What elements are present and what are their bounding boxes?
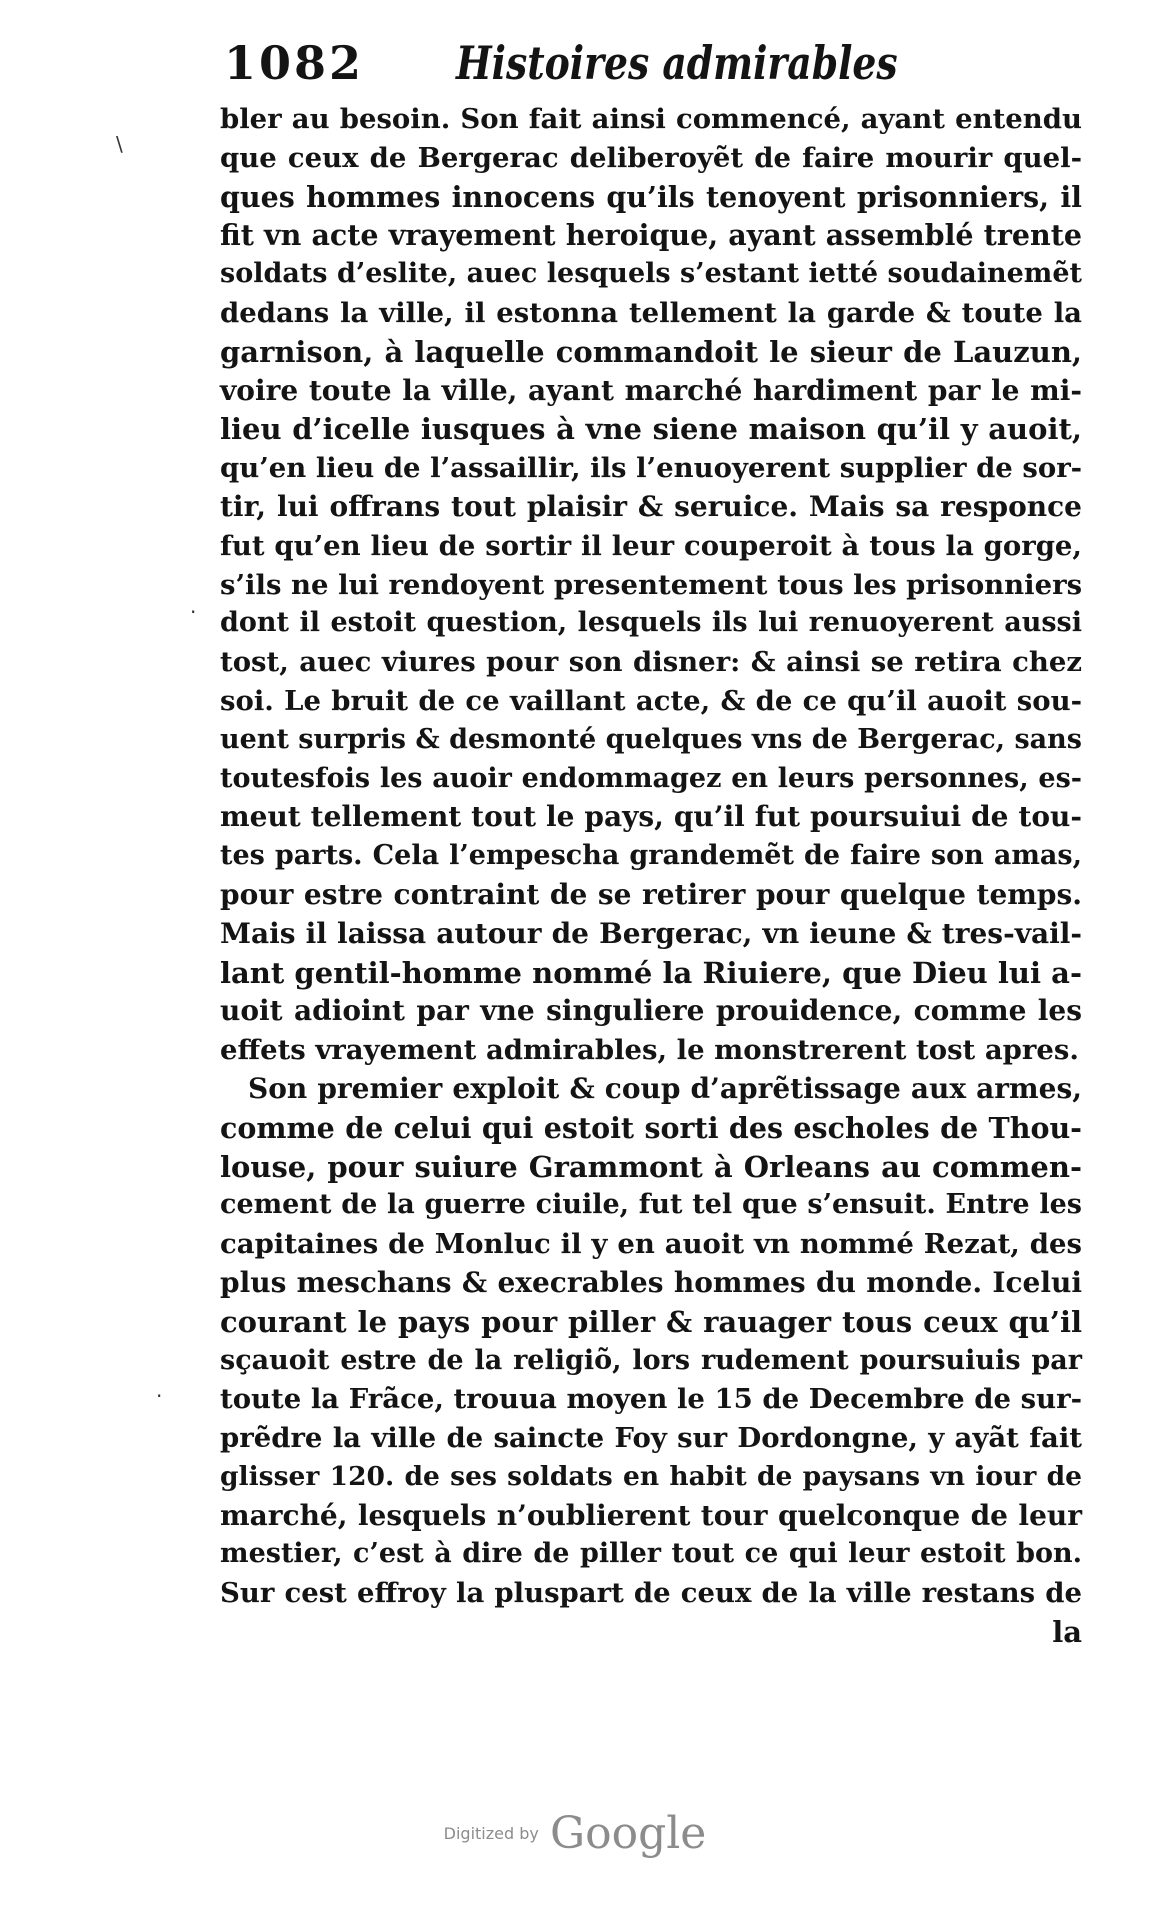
text-line: fut qu’en lieu de sortir il leur couperoit à tous la gorge, xyxy=(220,529,1082,562)
text-line: tir, lui offrans tout plaisir & seruice. Mais sa responce xyxy=(220,489,1082,523)
catchword: la xyxy=(1052,1615,1082,1650)
text-line: fit vn acte vrayement heroique, ayant assemblé trente xyxy=(220,218,1082,253)
text-line: dont il estoit question, lesquels ils lui renuoyerent aussi xyxy=(220,607,1082,639)
text-line: glisser 120. de ses soldats en habit de paysans vn iour de xyxy=(220,1460,1082,1492)
text-line: tost, auec viures pour son disner: & ainsi se retira chez xyxy=(220,646,1082,679)
text-line: dedans la ville, il estonna tellement la garde & toute la xyxy=(220,296,1082,329)
google-logo: Google xyxy=(549,1808,707,1859)
text-line: louse, pour suiure Grammont à Orleans au commen- xyxy=(220,1149,1082,1184)
text-line: meut tellement tout le pays, qu’il fut poursuiui de tou- xyxy=(220,800,1082,834)
text-line: courant le pays pour piller & rauager tous ceux qu’il xyxy=(220,1304,1082,1339)
text-line: que ceux de Bergerac deliberoyẽt de faire mourir quel- xyxy=(220,141,1082,174)
text-line: soi. Le bruit de ce vaillant acte, & de ce qu’il auoit sou- xyxy=(220,684,1082,717)
margin-scan-mark: \ xyxy=(116,132,123,156)
running-head xyxy=(224,28,898,98)
text-line: mestier, c’est à dire de piller tout ce qui leur estoit bon. xyxy=(220,1538,1082,1570)
text-line: lant gentil-homme nommé la Riuiere, que Dieu lui a- xyxy=(220,955,1082,990)
text-line: tes parts. Cela l’empescha grandemẽt de faire son amas, xyxy=(220,840,1082,872)
text-line: plus meschans & execrables hommes du monde. Icelui xyxy=(220,1265,1082,1299)
text-line: toutesfois les auoir endommagez en leurs personnes, es- xyxy=(220,762,1082,794)
margin-scan-mark: · xyxy=(190,600,197,624)
running-title: Histoires admirables xyxy=(456,36,898,90)
digitization-credit xyxy=(0,1808,1150,1859)
text-line: marché, lesquels n’oublierent tour quelconque de leur xyxy=(220,1498,1082,1532)
text-line: cement de la guerre ciuile, fut tel que s’ensuit. Entre les xyxy=(220,1189,1082,1221)
text-line: Mais il laissa autour de Bergerac, vn ieune & tres-vail- xyxy=(220,916,1082,950)
text-line: voire toute la ville, ayant marché hardiment par le mi- xyxy=(220,373,1082,407)
text-line: bler au besoin. Son fait ainsi commencé, ayant entendu xyxy=(220,103,1082,135)
paragraph-start-line: Son premier exploit & coup d’aprẽtissage aux armes, xyxy=(248,1071,1082,1105)
text-line: ques hommes innocens qu’ils tenoyent prisonniers, il xyxy=(220,179,1082,214)
text-line: capitaines de Monluc il y en auoit vn nommé Rezat, des xyxy=(220,1228,1082,1261)
text-line: pour estre contraint de se retirer pour quelque temps. xyxy=(220,877,1082,911)
text-line: uoit adioint par vne singuliere prouidence, comme les xyxy=(220,994,1082,1028)
text-line: soldats d’eslite, auec lesquels s’estant ietté soudainemẽt xyxy=(220,258,1082,290)
text-line: prẽdre la ville de saincte Foy sur Dordongne, y ayãt fait xyxy=(220,1422,1082,1455)
text-line: Sur cest effroy la pluspart de ceux de la ville restans de xyxy=(220,1577,1082,1610)
body-text xyxy=(220,100,1082,1652)
text-line: garnison, à laquelle commandoit le sieur de Lauzun, xyxy=(220,334,1082,369)
text-line: s’ils ne lui rendoyent presentement tous les prisonniers xyxy=(220,568,1083,601)
digitized-by-label: Digitized by xyxy=(443,1824,539,1843)
page-number: 1082 xyxy=(224,36,365,90)
paragraph-end-line: effets vrayement admirables, le monstrerent tost apres. xyxy=(220,1034,1079,1067)
text-line: lieu d’icelle iusques à vne siene maison qu’il y auoit, xyxy=(220,412,1082,447)
text-line: uent surpris & desmonté quelques vns de Bergerac, sans xyxy=(220,723,1082,755)
margin-scan-mark: · xyxy=(156,1384,163,1408)
text-line: qu’en lieu de l’assaillir, ils l’enuoyerent supplier de sor- xyxy=(220,452,1083,485)
text-line: toute la Frãce, trouua moyen le 15 de Decembre de sur- xyxy=(220,1383,1082,1416)
text-line: sçauoit estre de la religiõ, lors rudement poursuiuis par xyxy=(220,1344,1082,1376)
text-line: comme de celui qui estoit sorti des escholes de Thou- xyxy=(220,1110,1082,1145)
